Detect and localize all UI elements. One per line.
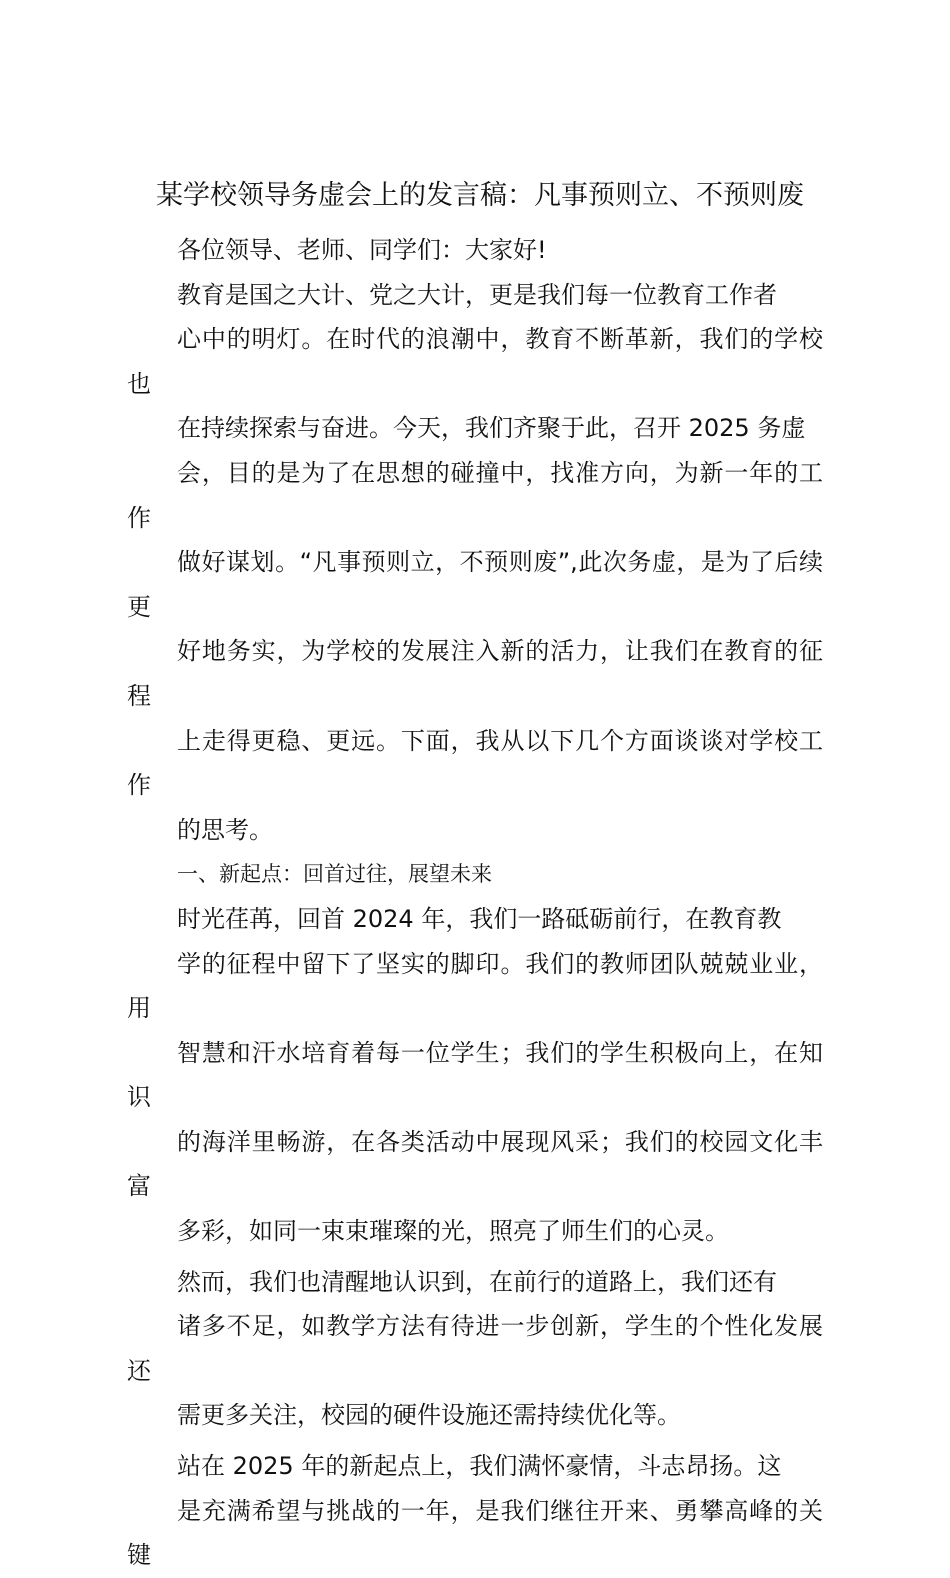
text-line: 智慧和汗水培育着每一位学生；我们的学生积极向上，在知识 xyxy=(127,1038,823,1112)
paragraph-shortcomings xyxy=(127,1260,823,1438)
text-line: 教育是国之大计、党之大计，更是我们每一位教育工作者 xyxy=(177,280,777,309)
text-line: 站在 2025 年的新起点上，我们满怀豪情，斗志昂扬。这 xyxy=(177,1452,782,1481)
paragraph-review xyxy=(127,897,823,1254)
text-line: 学的征程中留下了坚实的脚印。我们的教师团队兢兢业业，用 xyxy=(127,949,823,1023)
paragraph-new-start xyxy=(127,1444,823,1578)
document-body xyxy=(127,228,823,1578)
text-line: 在持续探索与奋进。今天，我们齐聚于此，召开 2025 务虚 xyxy=(177,414,806,443)
section-heading: 一、新起点：回首过往，展望未来 xyxy=(177,862,492,887)
greeting: 各位领导、老师、同学们：大家好! xyxy=(177,236,547,264)
text-line: 是充满希望与挑战的一年，是我们继往开来、勇攀高峰的关键 xyxy=(127,1496,823,1570)
text-line: 好地务实，为学校的发展注入新的活力，让我们在教育的征程 xyxy=(127,637,823,710)
text-line: 心中的明灯。在时代的浪潮中，教育不断革新，我们的学校也 xyxy=(127,325,823,398)
text-line: 上走得更稳、更远。下面，我从以下几个方面谈谈对学校工作 xyxy=(127,726,823,800)
text-line: 的海洋里畅游，在各类活动中展现风采；我们的校园文化丰富 xyxy=(127,1127,823,1201)
text-line: 诸多不足，如教学方法有待进一步创新，学生的个性化发展还 xyxy=(127,1312,823,1385)
text-line: 时光荏苒，回首 2024 年，我们一路砥砺前行，在教育教 xyxy=(177,904,782,933)
text-line: 的思考。 xyxy=(177,815,273,844)
paragraph-intro xyxy=(127,273,823,853)
text-line: 然而，我们也清醒地认识到，在前行的道路上，我们还有 xyxy=(177,1267,777,1296)
text-line: 会，目的是为了在思想的碰撞中，找准方向，为新一年的工作 xyxy=(127,458,823,532)
document-title: 某学校领导务虚会上的发言稿：凡事预则立、不预则废 xyxy=(156,180,804,211)
text-line: 需更多关注，校园的硬件设施还需持续优化等。 xyxy=(177,1401,681,1430)
text-line: 做好谋划。“凡事预则立，不预则废”,此次务虚，是为了后续更 xyxy=(127,548,823,621)
text-line: 多彩，如同一束束璀璨的光，照亮了师生们的心灵。 xyxy=(177,1217,729,1246)
